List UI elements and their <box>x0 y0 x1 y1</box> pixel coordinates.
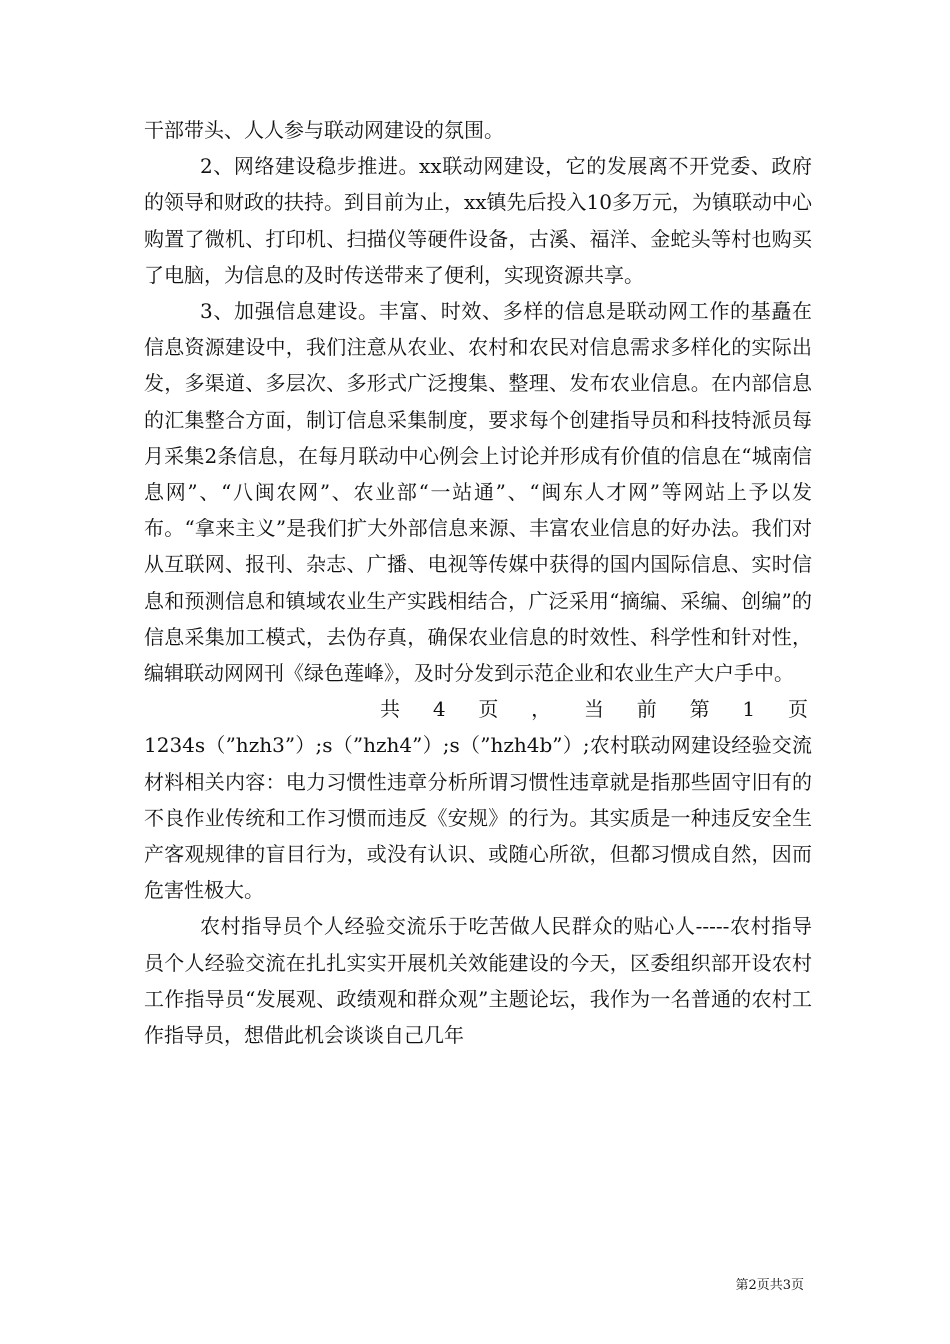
page-counter-char: 前 <box>636 697 657 722</box>
paragraph-3: 3、加强信息建设。丰富、时效、多样的信息是联动网工作的基矗在信息资源建设中，我们注意从农业、农村和农民对信息需求多样化的实际出发，多渠道、多层次、多形式广泛搜集、整理、发布农业信息。在内部信息的汇集整合方面，制订信息采集制度，要求每个创建指导员和科技特派员每月采集2条信息，在每月联动中心例会上讨论并形成有价值的信息在“城南信息网”、“八闽农网”、农业部“一站通”、“闽东人才网”等网站上予以发布。“拿来主义”是我们扩大外部信息来源、丰富农业信息的好办法。我们对从互联网、报刊、杂志、广播、电视等传媒中获得的国内国际信息、实时信息和预测信息和镇域农业生产实践相结合，广泛采用“摘编、采编、创编”的信息采集加工模式，去伪存真，确保农业信息的时效性、科学性和针对性，编辑联动网网刊《绿色莲峰》，及时分发到示范企业和农业生产大户手中。 <box>144 299 812 686</box>
paragraph-2: 2、网络建设稳步推进。xx联动网建设，它的发展离不开党委、政府的领导和财政的扶持。到目前为止，xx镇先后投入10多万元，为镇联动中心购置了微机、打印机、扫描仪等硬件设备，古溪、福洋、金蛇头等村也购买了电脑，为信息的及时传送带来了便利，实现资源共享。 <box>144 154 813 287</box>
page-counter <box>144 691 812 727</box>
page-counter-char: 4 <box>432 697 446 722</box>
page-counter-char: 第 <box>689 697 710 722</box>
paragraph-5: 农村指导员个人经验交流乐于吃苦做人民群众的贴心人-----农村指导员个人经验交流在扎扎实实开展机关效能建设的今天，区委组织部开设农村工作指导员“发展观、政绩观和群众观”主题论坛，我作为一名普通的农村工作指导员，想借此机会谈谈自己几年 <box>144 914 812 1048</box>
page-counter-char: 共 <box>380 697 400 722</box>
page-footer: 第2页共3页 <box>735 1278 804 1293</box>
body-text <box>144 112 812 1053</box>
page-counter-char: ， <box>531 697 552 722</box>
page-counter-char: 1 <box>742 697 756 722</box>
paragraph-1: 干部带头、人人参与联动网建设的氛围。 <box>144 118 504 142</box>
page-counter-char: 当 <box>583 697 604 722</box>
page-counter-char: 页 <box>787 697 808 722</box>
paragraph-4: 1234s（”hzh3”）;s（”hzh4”）;s（”hzh4b”）;农村联动网建设经验交流材料相关内容：电力习惯性违章分析所谓习惯性违章就是指那些固守旧有的不良作业传统和工作习惯而违反《安规》的行为。其实质是一种违反安全生产客观规律的盲目行为，或没有认识、或随心所欲，但都习惯成自然，因而危害性极大。 <box>144 733 812 903</box>
page-counter-char: 页 <box>478 697 499 722</box>
